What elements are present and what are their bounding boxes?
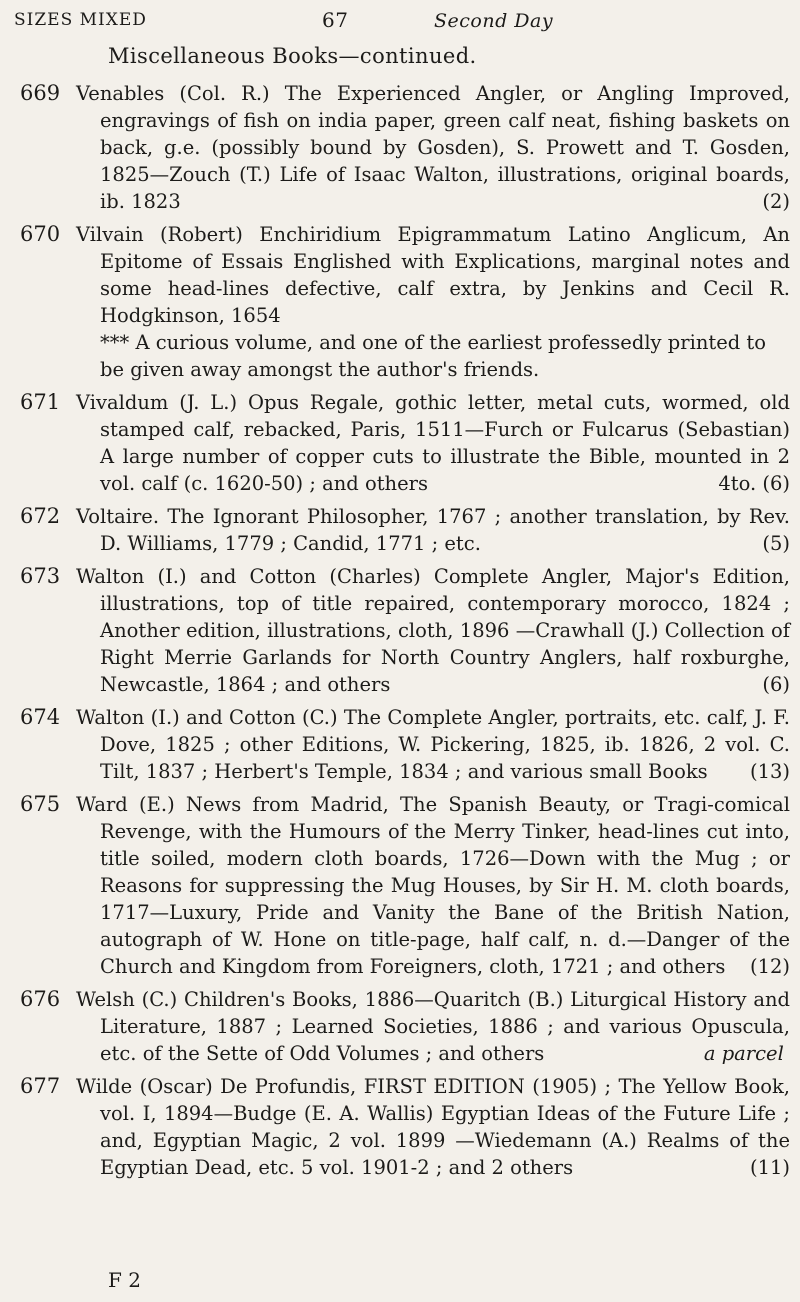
lot-670: [0, 221, 800, 383]
lot-number: 670: [20, 222, 61, 246]
lot-text: Ward (E.) News from Madrid, The Spanish Beauty, or Tragi-comical Revenge, with the Humours of the Merry Tinker, head-lines cut into, title soiled, modern cloth boards, 1726—Down with the Mug ; or Reasons for suppressing the Mug Houses, by Sir H. M. cloth boards, 1717—Luxury, Pride and Vanity the Bane of the British Nation, autograph of W. Hone on title-page, half calf, n. d.—Danger of the Church and Kingdom from Foreigners, cloth, 1721 ; and others: [76, 793, 790, 978]
lot-list: [0, 80, 800, 1187]
page-number: 67: [322, 8, 349, 32]
lot-677: [0, 1073, 800, 1181]
lot-text: Welsh (C.) Children's Books, 1886—Quaritch (B.) Liturgical History and Literature, 1887 ; Learned Societies, 1886 ; and various Opuscula, etc. of the Sette of Odd Volumes ; and others: [76, 988, 790, 1065]
lot-673: [0, 563, 800, 698]
lot-quantity: (13): [749, 760, 790, 783]
lot-669: [0, 80, 800, 215]
lot-quantity: (11): [749, 1156, 790, 1179]
lot-description: [76, 389, 790, 497]
lot-quantity: (5): [762, 532, 790, 555]
lot-quantity: 4to. (6): [718, 472, 790, 495]
lot-quantity: (12): [749, 955, 790, 978]
section-title: [108, 44, 748, 68]
lot-description: [76, 80, 790, 215]
lot-text: Venables (Col. R.) The Experienced Angler, or Angling Improved, engravings of fish on india paper, green calf neat, fishing baskets on back, g.e. (possibly bound by Gosden), S. Prowett and T. Gosden, 1825—Zouch (T.) Life of Isaac Walton, illustrations, original boards, ib. 1823: [76, 82, 790, 213]
lot-number: 669: [20, 81, 61, 105]
lot-number: 675: [20, 792, 61, 816]
lot-676: [0, 986, 800, 1067]
lot-675: [0, 791, 800, 980]
lot-quantity: a parcel: [703, 1042, 784, 1065]
lot-text: Voltaire. The Ignorant Philosopher, 1767 ; another translation, by Rev. D. Williams, 1779 ; Candid, 1771 ; etc.: [76, 505, 790, 555]
lot-number: 673: [20, 564, 61, 588]
section-title-text: Miscellaneous Books—continued.: [108, 44, 477, 68]
lot-text: Vilvain (Robert) Enchiridium Epigrammatum Latino Anglicum, An Epitome of Essais Englished with Explications, marginal notes and some head-lines defective, calf extra, by Jenkins and Cecil R. Hodgkinson, 1654: [76, 223, 790, 327]
lot-number: 676: [20, 987, 61, 1011]
lot-number: 674: [20, 705, 61, 729]
lot-number: 672: [20, 504, 61, 528]
lot-text: Vivaldum (J. L.) Opus Regale, gothic letter, metal cuts, wormed, old stamped calf, rebacked, Paris, 1511—Furch or Fulcarus (Sebastian) A large number of copper cuts to illustrate the Bible, mounted in 2 vol. calf (c. 1620-50) ; and others: [76, 391, 790, 495]
running-head-right: Second Day: [434, 10, 554, 32]
lot-note: *** A curious volume, and one of the earliest professedly printed to be given away amongst the author's friends.: [100, 331, 767, 381]
lot-671: [0, 389, 800, 497]
lot-description: [76, 986, 790, 1067]
lot-number: 671: [20, 390, 61, 414]
running-head-left: SIZES MIXED: [14, 10, 147, 30]
lot-674: [0, 704, 800, 785]
lot-quantity: (6): [762, 673, 790, 696]
lot-number: 677: [20, 1074, 61, 1098]
lot-description: [76, 1073, 790, 1181]
lot-text: Walton (I.) and Cotton (Charles) Complete Angler, Major's Edition, illustrations, top of title repaired, contemporary morocco, 1824 ; Another edition, illustrations, cloth, 1896 —Crawhall (J.) Collection of Right Merrie Garlands for North Country Anglers, half roxburghe, Newcastle, 1864 ; and others: [76, 565, 790, 696]
lot-description: [76, 791, 790, 980]
running-head: [0, 6, 800, 36]
lot-description: [76, 221, 790, 329]
lot-quantity: (2): [762, 190, 790, 213]
lot-text: Wilde (Oscar) De Profundis, FIRST EDITION (1905) ; The Yellow Book, vol. I, 1894—Budge (E. A. Wallis) Egyptian Ideas of the Future Life ; and, Egyptian Magic, 2 vol. 1899 —Wiedemann (A.) Realms of the Egyptian Dead, etc. 5 vol. 1901-2 ; and 2 others: [76, 1075, 790, 1179]
lot-description: [76, 704, 790, 785]
lot-description: [76, 503, 790, 557]
signature-mark: F 2: [108, 1268, 141, 1292]
lot-672: [0, 503, 800, 557]
lot-text: Walton (I.) and Cotton (C.) The Complete Angler, portraits, etc. calf, J. F. Dove, 1825 ; other Editions, W. Pickering, 1825, ib. 1826, 2 vol. C. Tilt, 1837 ; Herbert's Temple, 1834 ; and various small Books: [76, 706, 790, 783]
lot-description: [76, 563, 790, 698]
